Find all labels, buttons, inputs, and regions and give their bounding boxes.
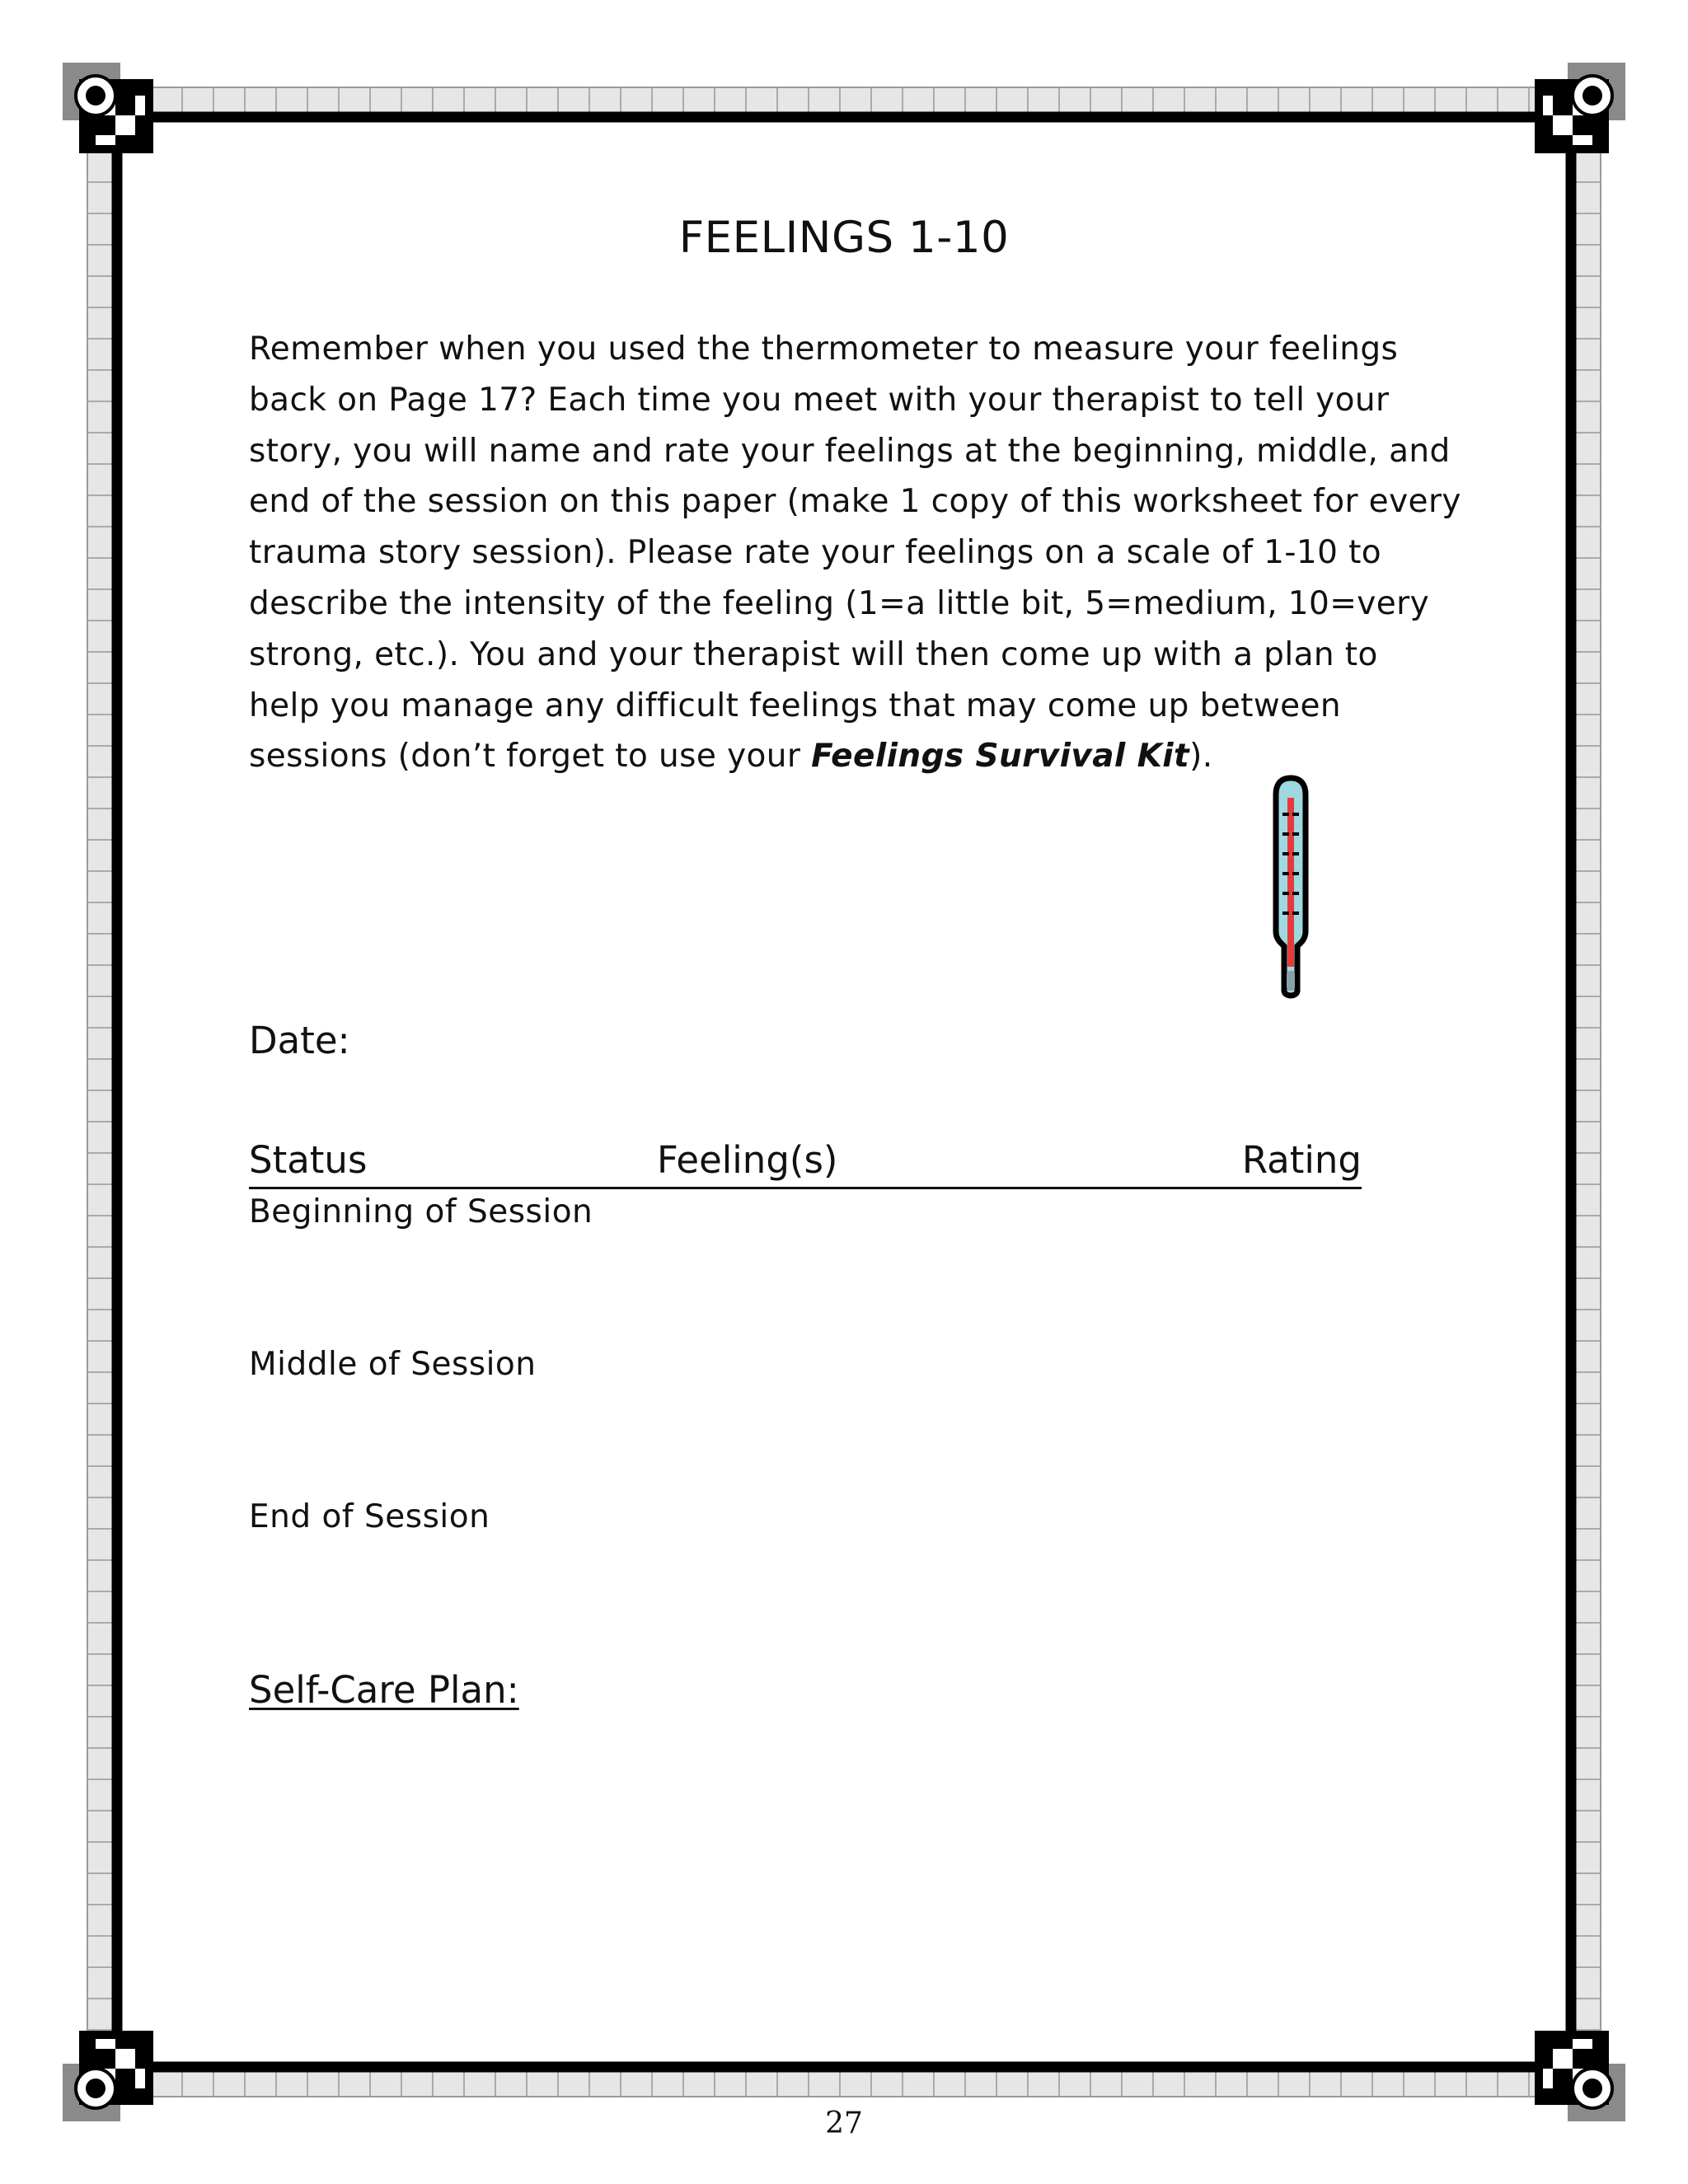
intro-line <box>249 681 1452 732</box>
intro-paragraph <box>249 324 1461 782</box>
intro-line-text: story, you will name and rate your feelings at the beginning, middle, and <box>249 432 1451 470</box>
status-column-header: Status <box>249 1138 368 1182</box>
intro-line-text: end of the session on this paper (make 1 copy of this worksheet for every <box>249 483 1461 521</box>
intro-line <box>249 426 1452 477</box>
intro-line <box>249 375 1452 426</box>
intro-line-text: help you manage any difficult feelings that may come up between <box>249 687 1342 724</box>
self-care-plan-label: Self-Care Plan: <box>249 1668 519 1712</box>
table-header <box>249 1137 1362 1189</box>
date-label: Date: <box>249 1019 350 1062</box>
intro-line <box>249 324 1452 375</box>
row-beginning-label: Beginning of Session <box>249 1193 593 1230</box>
intro-line-text: sessions (don’t forget to use your <box>249 738 812 776</box>
row-middle-label: Middle of Session <box>249 1346 537 1383</box>
thermometer-icon <box>1266 775 1315 1001</box>
rating-column-header: Rating <box>1241 1138 1362 1182</box>
feelings-survival-kit-emphasis: Feelings Survival Kit <box>811 738 1190 776</box>
intro-line-text: trauma story session). Please rate your feelings on a scale of 1-10 to <box>249 534 1382 572</box>
feelings-column-header: Feeling(s) <box>657 1138 838 1182</box>
intro-line-text: ). <box>1189 738 1213 776</box>
corner-ornament-icon <box>63 63 153 153</box>
intro-line <box>249 579 1452 630</box>
intro-line-text: Remember when you used the thermometer to measure your feelings <box>249 330 1399 368</box>
page-title: FEELINGS 1-10 <box>678 213 1010 263</box>
corner-ornament-icon <box>1535 63 1625 153</box>
intro-line-text: describe the intensity of the feeling (1=a little bit, 5=medium, 10=very <box>249 584 1430 622</box>
intro-line-text: back on Page 17? Each time you meet with your therapist to tell your <box>249 381 1390 419</box>
page-number: 27 <box>825 2107 863 2140</box>
intro-line <box>249 630 1452 681</box>
intro-line-text: strong, etc.). You and your therapist will then come up with a plan to <box>249 635 1378 673</box>
intro-line <box>249 527 1452 579</box>
intro-line <box>249 476 1461 527</box>
row-end-label: End of Session <box>249 1498 490 1535</box>
